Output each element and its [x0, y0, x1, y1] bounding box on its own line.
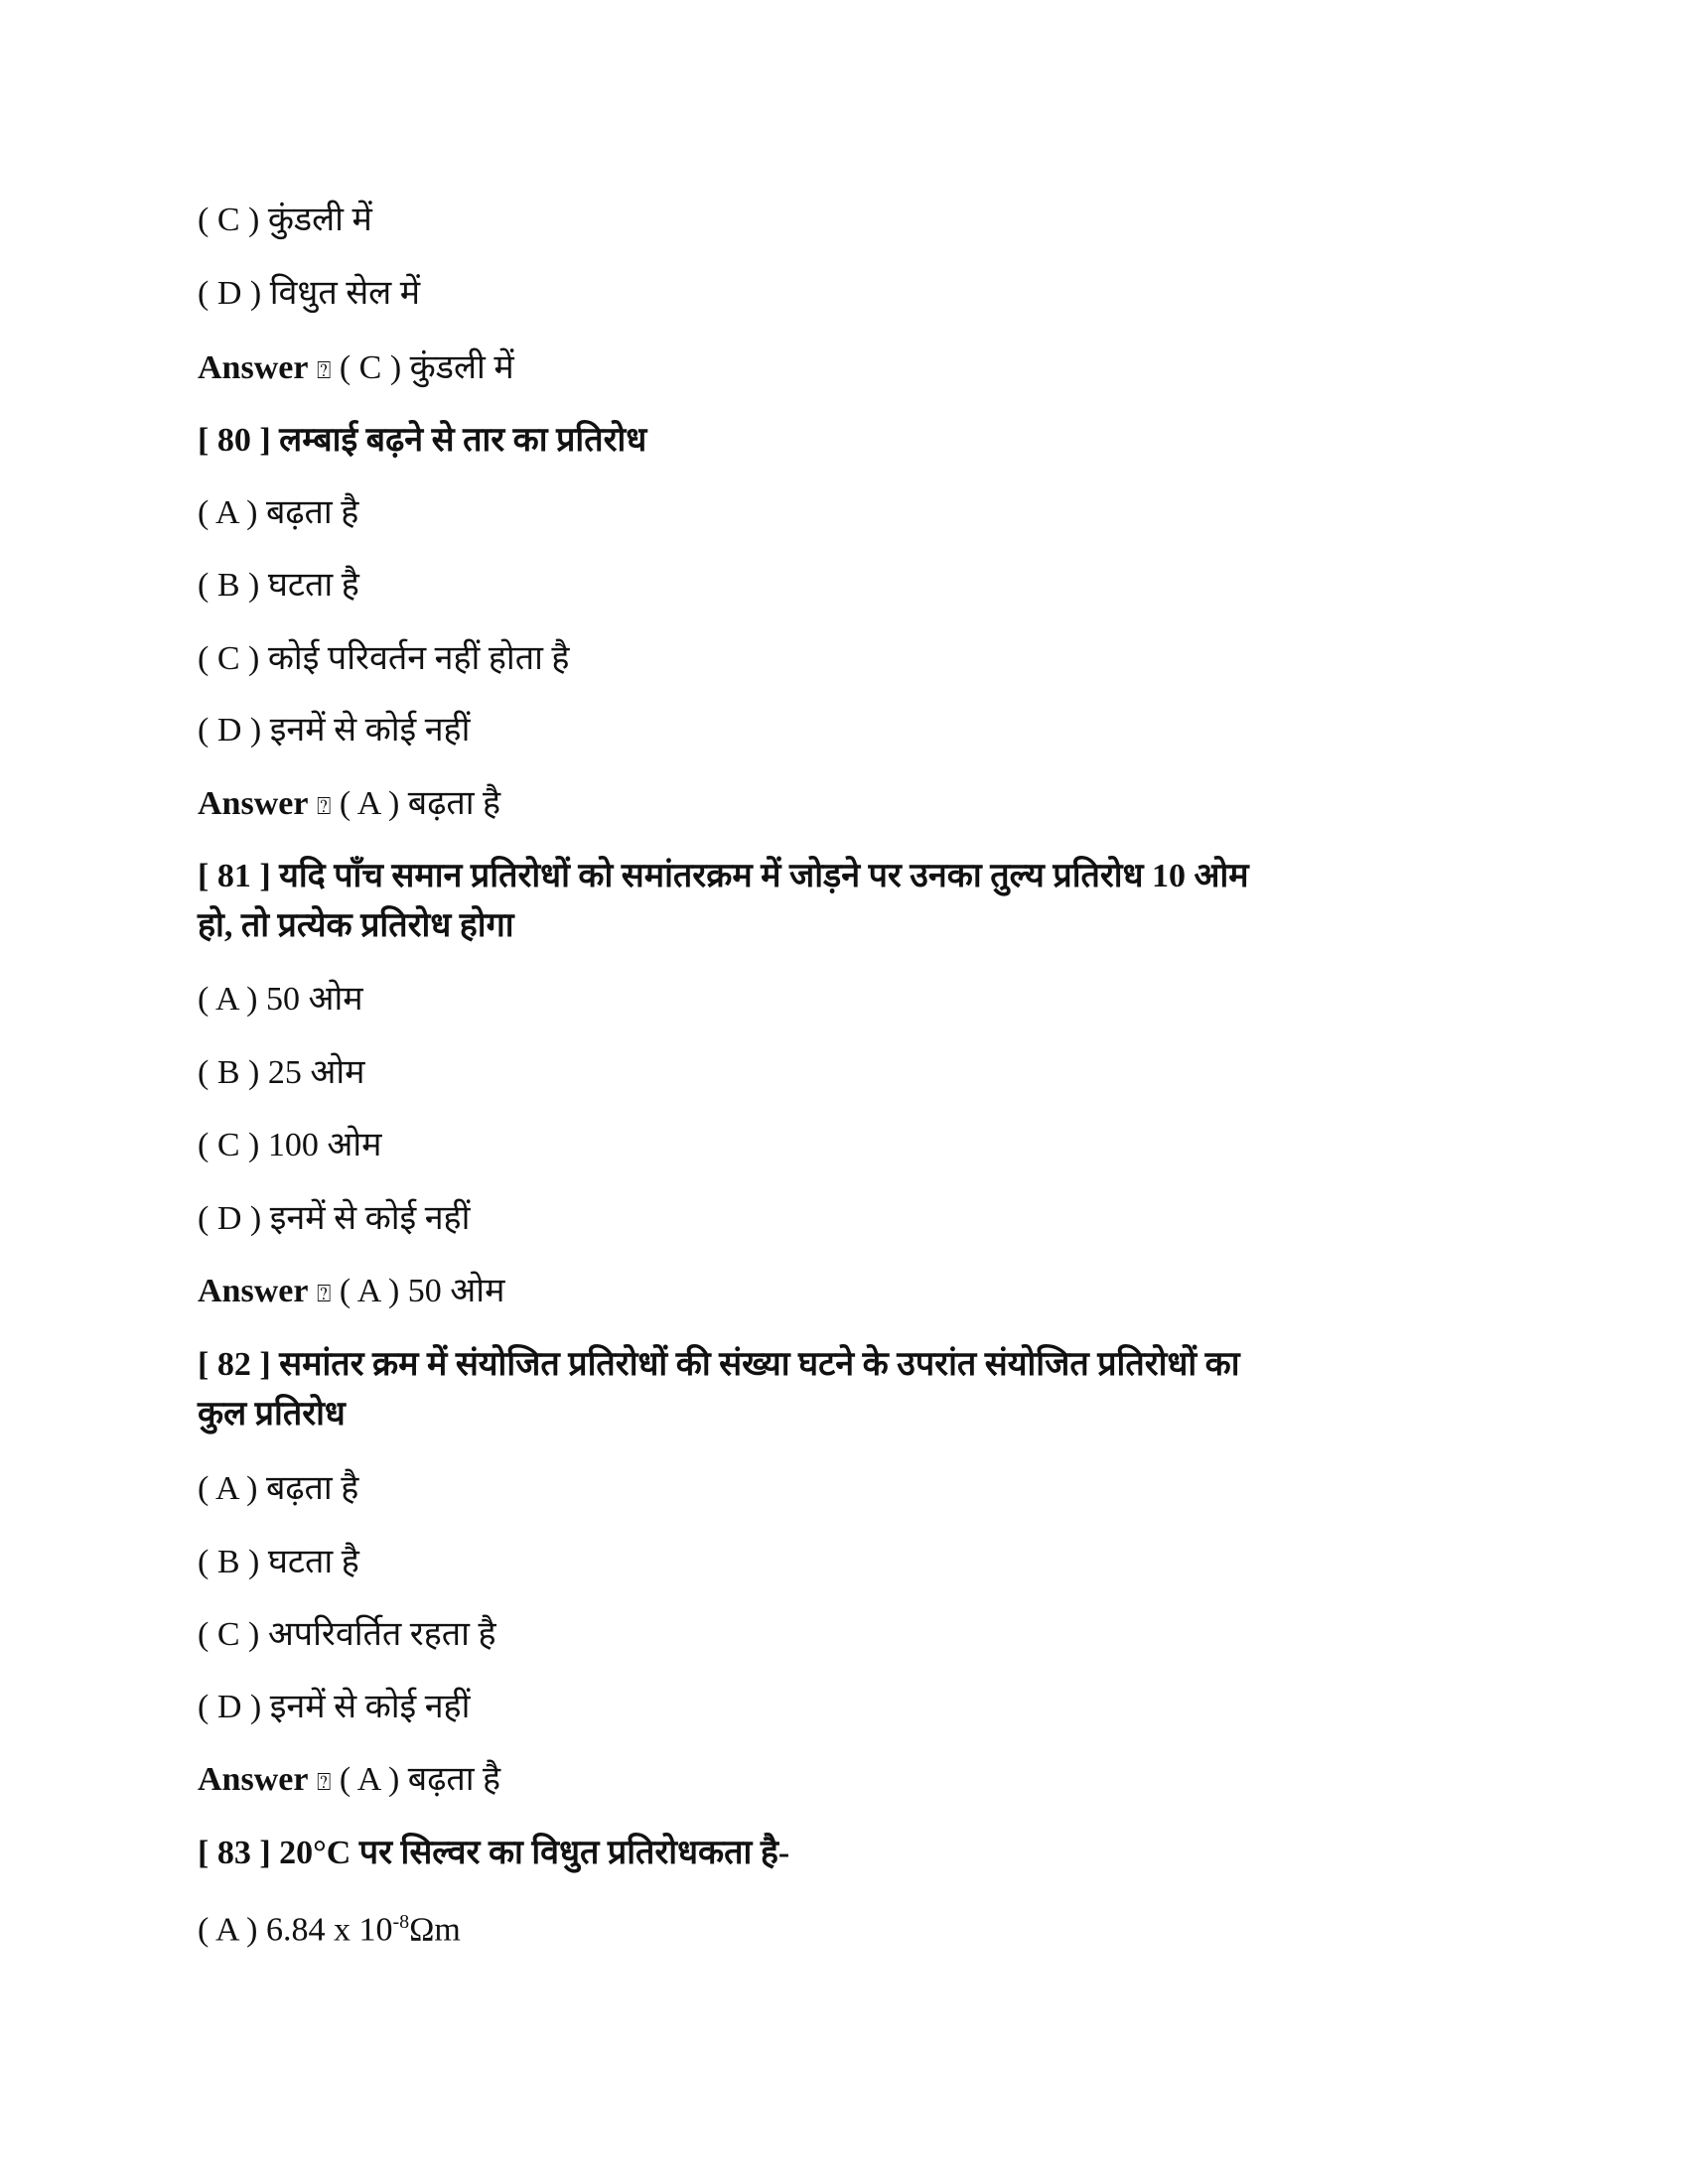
- option-line: ( C ) 100 ओम: [198, 1127, 382, 1163]
- answer-text: ( A ) 50 ओम: [339, 1273, 505, 1309]
- option-line: ( C ) अपरिवर्तित रहता है: [198, 1616, 496, 1653]
- option-line: ( C ) कोई परिवर्तन नहीं होता है: [198, 640, 570, 677]
- option-line: [198, 1897, 461, 1947]
- answer-text: ( C ) कुंडली में: [339, 349, 514, 386]
- option-line: ( D ) इनमें से कोई नहीं: [198, 712, 471, 749]
- answer-label: Answer: [198, 1761, 309, 1798]
- missing-glyph-icon: ⍰: [316, 1282, 332, 1307]
- answer-label: Answer: [198, 1273, 309, 1309]
- answer-label: Answer: [198, 349, 309, 386]
- exponent: -8: [392, 1911, 410, 1933]
- missing-glyph-icon: ⍰: [316, 794, 332, 820]
- option-text: ( A ) 6.84 x 10: [198, 1911, 393, 1949]
- answer-line: [198, 779, 500, 829]
- option-line: ( D ) इनमें से कोई नहीं: [198, 1689, 471, 1725]
- option-line: ( C ) कुंडली में: [198, 202, 372, 238]
- option-line: ( D ) विधुत सेल में: [198, 275, 421, 312]
- option-line: ( A ) बढ़ता है: [198, 494, 359, 531]
- question-line: [ 81 ] यदि पाँच समान प्रतिरोधों को समांतरक्रम में जोड़ने पर उनका तुल्य प्रतिरोध 10 ओम: [198, 858, 1249, 894]
- question-line: कुल प्रतिरोध: [198, 1396, 346, 1433]
- answer-line: [198, 343, 514, 393]
- option-line: ( D ) इनमें से कोई नहीं: [198, 1200, 471, 1237]
- question-line: [ 83 ] 20°C पर सिल्वर का विधुत प्रतिरोधकता है-: [198, 1835, 790, 1871]
- answer-line: [198, 1267, 504, 1316]
- answer-text: ( A ) बढ़ता है: [339, 1761, 501, 1798]
- option-line: ( B ) 25 ओम: [198, 1054, 365, 1091]
- option-line: ( B ) घटता है: [198, 1544, 359, 1580]
- answer-text: ( A ) बढ़ता है: [339, 785, 501, 822]
- missing-glyph-icon: ⍰: [316, 1770, 332, 1796]
- answer-label: Answer: [198, 785, 309, 822]
- option-line: ( A ) 50 ओम: [198, 981, 363, 1018]
- missing-glyph-icon: ⍰: [316, 358, 332, 384]
- answer-line: [198, 1755, 500, 1805]
- option-line: ( B ) घटता है: [198, 567, 359, 604]
- unit: Ωm: [409, 1911, 461, 1949]
- question-line: हो, तो प्रत्येक प्रतिरोध होगा: [198, 907, 514, 944]
- question-line: [ 80 ] लम्बाई बढ़ने से तार का प्रतिरोध: [198, 422, 647, 459]
- question-line: [ 82 ] समांतर क्रम में संयोजित प्रतिरोधों की संख्या घटने के उपरांत संयोजित प्रतिरोधों का: [198, 1346, 1240, 1383]
- option-line: ( A ) बढ़ता है: [198, 1470, 359, 1507]
